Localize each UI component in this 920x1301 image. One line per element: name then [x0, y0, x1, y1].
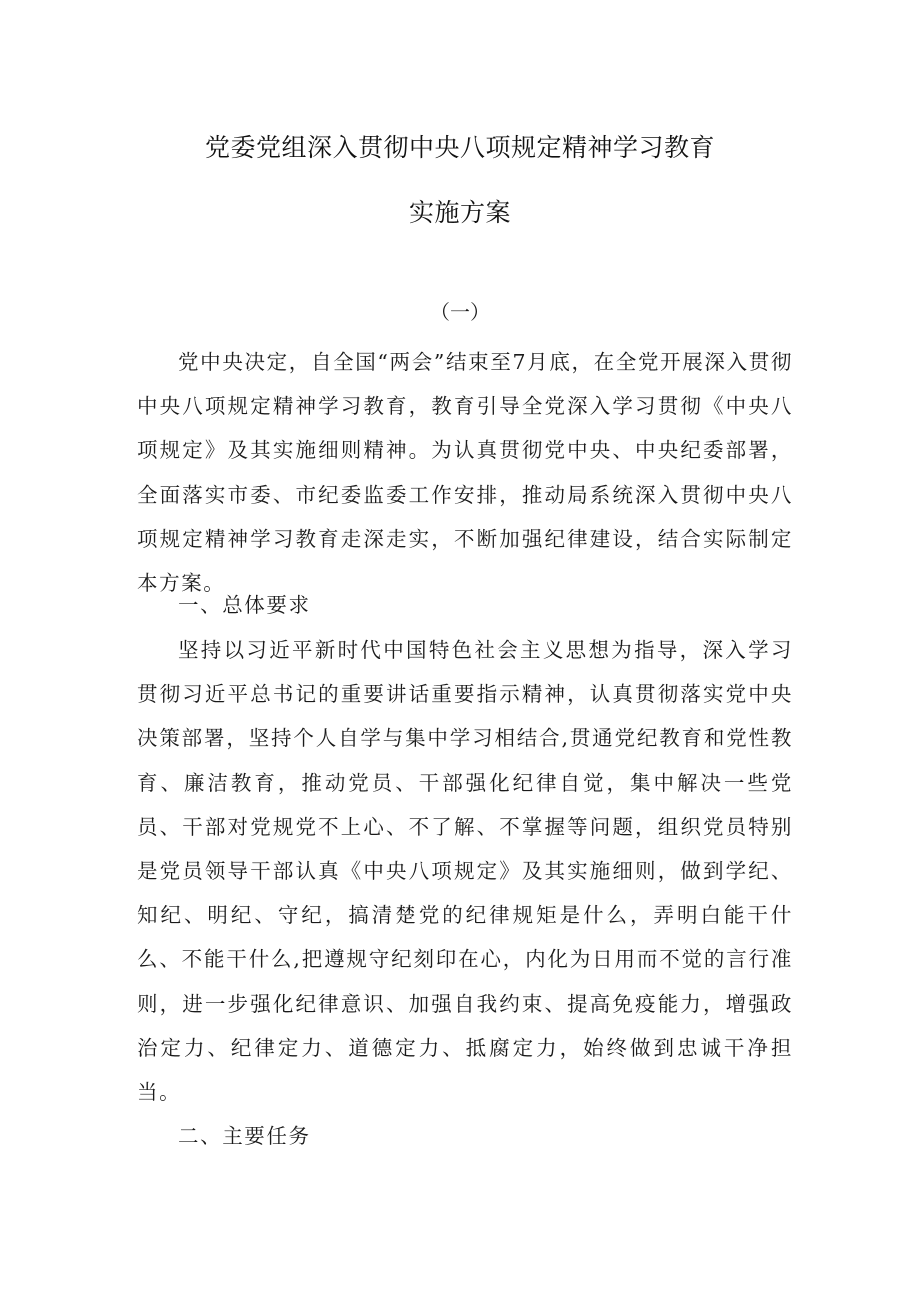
general-requirements-paragraph: 坚持以习近平新时代中国特色社会主义思想为指导，深入学习贯彻习近平总书记的重要讲话重要指示精神，认真贯彻落实党中央决策部署，坚持个人自学与集中学习相结合,贯通党纪教育和党性教育、廉洁教育，推动党员、干部强化纪律自觉，集中解决一些党员、干部对党规党不上心、不了解、不掌握等问题，组织党员特别是党员领导干部认真《中央八项规定》及其实施细则，做到学纪、知纪、明纪、守纪，搞清楚党的纪律规矩是什么，弄明白能干什么、不能干什么,把遵规守纪刻印在心，内化为日用而不觉的言行准则，进一步强化纪律意识、加强自我约束、提高免疫能力，增强政治定力、纪律定力、道德定力、抵腐定力，始终做到忠诚干净担当。 — [137, 638, 793, 1105]
general-requirements-heading-block — [137, 583, 793, 627]
main-tasks-heading-block — [137, 1114, 793, 1158]
intro-paragraph-block — [137, 340, 793, 605]
general-requirements-heading: 一、总体要求 — [178, 593, 311, 617]
section-number: （一） — [430, 300, 490, 324]
document-title-line-2: 实施方案 — [408, 198, 511, 227]
intro-paragraph: 党中央决定，自全国“两会”结束至7月底，在全党开展深入贯彻中央八项规定精神学习教育，教育引导全党深入学习贯彻《中央八项规定》及其实施细则精神。为认真贯彻党中央、中央纪委部署，全面落实市委、市纪委监委工作安排，推动局系统深入贯彻中央八项规定精神学习教育走深走实，不断加强纪律建设，结合实际制定本方案。 — [137, 350, 793, 596]
document-title-line-1: 党委党组深入贯彻中央八项规定精神学习教育 — [204, 133, 715, 162]
general-requirements-paragraph-block — [137, 628, 793, 1114]
main-tasks-heading: 二、主要任务 — [178, 1124, 311, 1148]
